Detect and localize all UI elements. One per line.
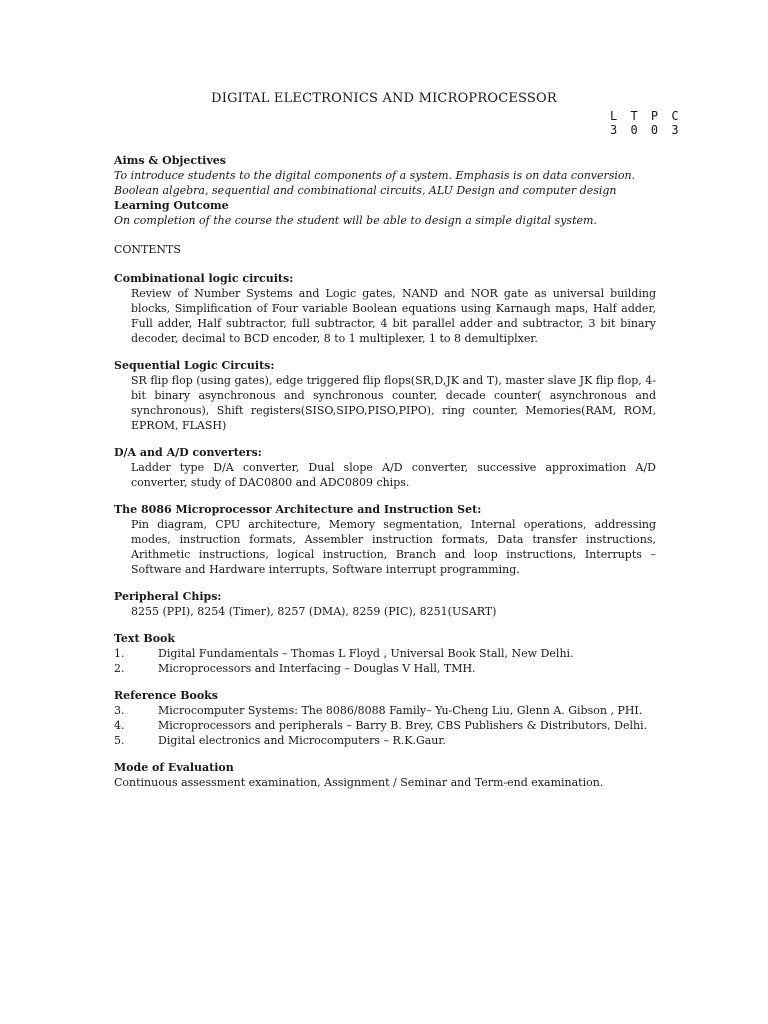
ltpc-values: 3 0 0 3 [610,123,682,137]
list-item [114,718,656,733]
evaluation-heading: Mode of Evaluation [114,761,234,774]
evaluation-text: Continuous assessment examination, Assignment / Seminar and Term-end examination. [114,776,604,789]
peripheral-text: 8255 (PPI), 8254 (Timer), 8257 (DMA), 8259 (PIC), 8251(USART) [131,605,497,618]
list-item-text: Digital electronics and Microcomputers – R.K.Gaur. [158,734,446,747]
aims-text: To introduce students to the digital components of a system. Emphasis is on data conversion. Boolean algebra, sequential and combinational circuits, ALU Design and computer design [114,169,636,197]
list-item [114,733,656,748]
converters-text: Ladder type D/A converter, Dual slope A/D converter, successive approximation A/D converter, study of DAC0800 and ADC0809 chips. [131,461,656,489]
list-item [114,703,656,718]
list-item-text: Microprocessors and Interfacing – Douglas V Hall, TMH. [158,662,476,675]
ltpc-letters: L T P C [610,109,682,123]
microprocessor-text: Pin diagram, CPU architecture, Memory segmentation, Internal operations, addressing modes, instruction formats, Assembler instruction formats, Data transfer instructions, Arithmetic instructions, logical instruction, Branch and loop instructions, Interrupts – Software and Hardware interrupts, Software interrupt programming. [131,518,656,576]
reference-books-list [114,703,656,748]
list-item-text: Microcomputer Systems: The 8086/8088 Family– Yu-Cheng Liu, Glenn A. Gibson , PHI. [158,704,643,717]
aims-heading: Aims & Objectives [114,154,226,167]
microprocessor-heading: The 8086 Microprocessor Architecture and Instruction Set: [114,503,482,516]
course-title: DIGITAL ELECTRONICS AND MICROPROCESSOR [211,91,557,106]
list-item-number: 4. [114,719,125,732]
syllabus-content [114,153,656,790]
list-item-text: Microprocessors and peripherals – Barry B. Brey, CBS Publishers & Distributors, Delhi. [158,719,648,732]
list-item-text: Digital Fundamentals – Thomas L Floyd , Universal Book Stall, New Delhi. [158,647,574,660]
list-item-number: 1. [114,647,125,660]
contents-heading: CONTENTS [114,243,181,256]
reference-books-heading: Reference Books [114,689,218,702]
converters-heading: D/A and A/D converters: [114,446,262,459]
combinational-heading: Combinational logic circuits: [114,272,294,285]
ltpc-table [610,109,680,137]
list-item-number: 2. [114,662,125,675]
outcome-heading: Learning Outcome [114,199,229,212]
outcome-text: On completion of the course the student will be able to design a simple digital system. [114,214,597,227]
text-book-list [114,646,656,676]
combinational-text: Review of Number Systems and Logic gates, NAND and NOR gate as universal building blocks, Simplification of Four variable Boolean equations using Karnaugh maps, Half adder, Full adder, Half subtractor, full subtractor, 4 bit parallel adder and subtractor, 3 bit binary decoder, decimal to BCD encoder, 8 to 1 multiplexer, 1 to 8 demultiplxer. [131,287,656,345]
list-item [114,661,656,676]
list-item-number: 5. [114,734,125,747]
peripheral-heading: Peripheral Chips: [114,590,222,603]
list-item-number: 3. [114,704,125,717]
sequential-text: SR flip flop (using gates), edge triggered flip flops(SR,D,JK and T), master slave JK flip flop, 4-bit binary asynchronous and synchronous counter, decade counter( asynchronous and synchronous), Shift registers(SISO,SIPO,PISO,PIPO), ring counter, Memories(RAM, ROM, EPROM, FLASH) [131,374,656,432]
list-item [114,646,656,661]
text-book-heading: Text Book [114,632,175,645]
sequential-heading: Sequential Logic Circuits: [114,359,275,372]
